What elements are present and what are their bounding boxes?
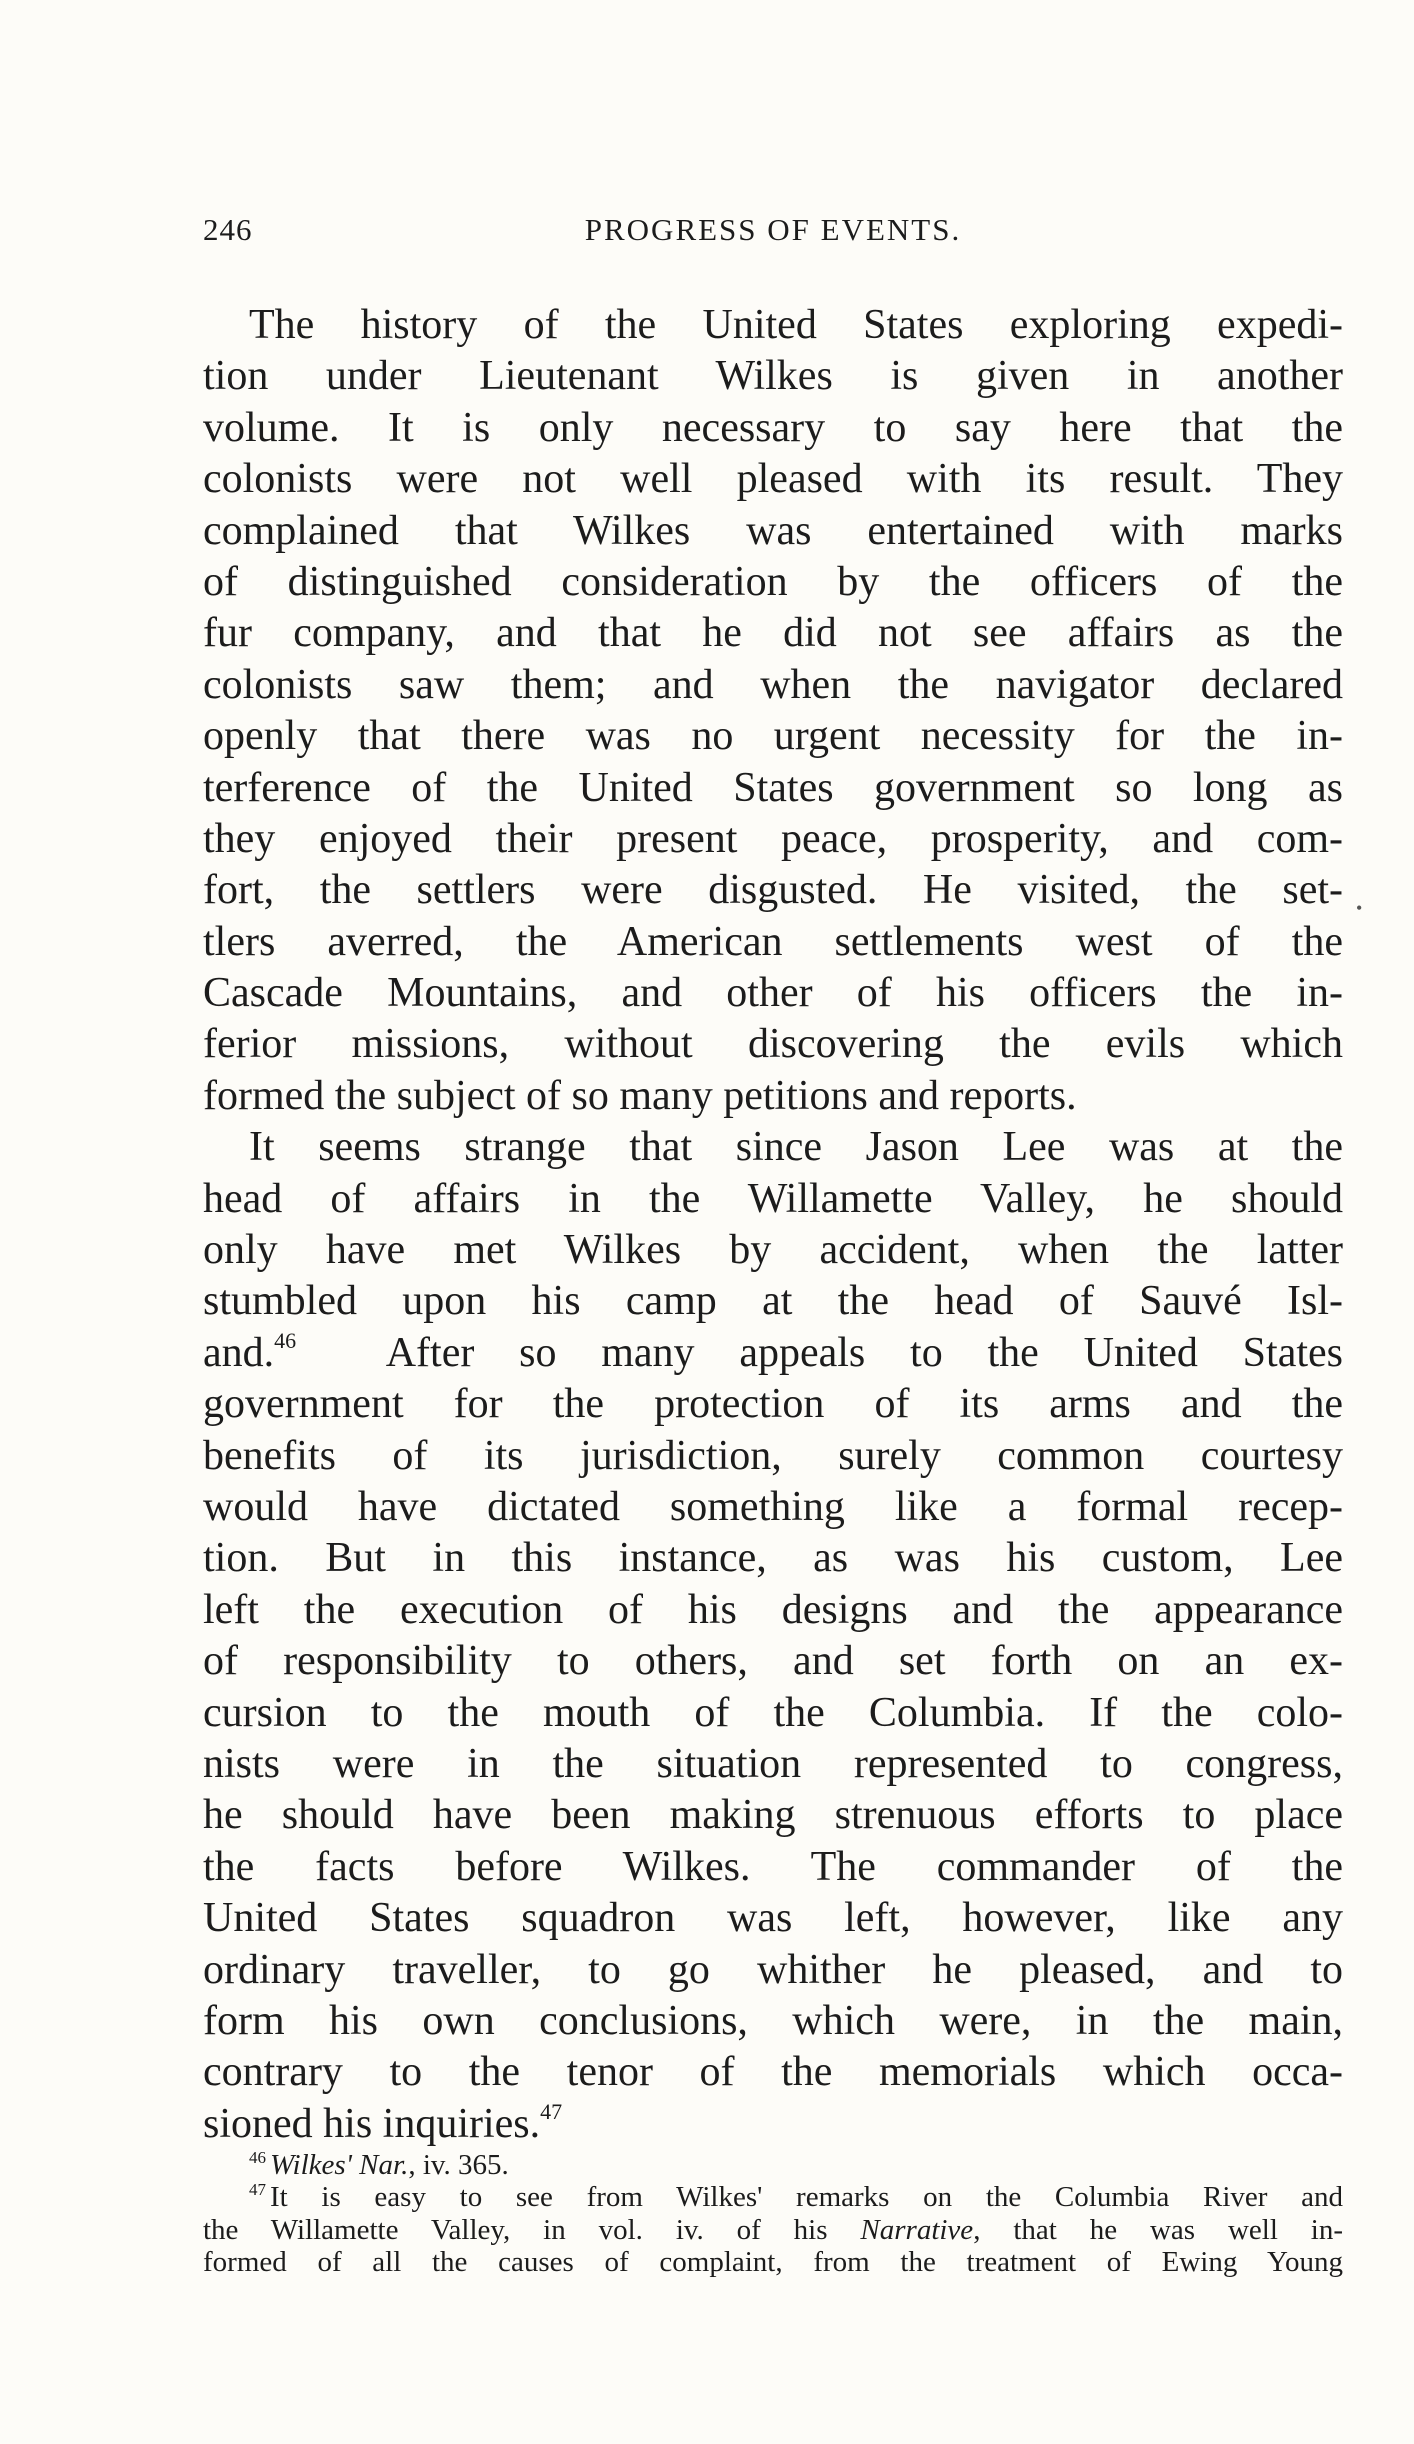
- text-line-with-footnote-ref: [203, 1328, 1343, 1379]
- text-line: complained that Wilkes was entertained with marks: [203, 507, 1343, 554]
- text-line: only have met Wilkes by accident, when the latter: [203, 1227, 1343, 1274]
- text-line: the facts before Wilkes. The commander of the: [203, 1843, 1343, 1890]
- text-line: form his own conclusions, which were, in the main,: [203, 1997, 1343, 2044]
- text-line: terference of the United States government so long as: [203, 764, 1343, 811]
- footnote-ref-46[interactable]: 46: [274, 1327, 297, 1353]
- footnote-text: the Willamette Valley, in vol. iv. of his: [203, 2213, 828, 2246]
- running-head: PROGRESS OF EVENTS.: [584, 212, 962, 247]
- text-line: stumbled upon his camp at the head of Sauvé Isl-: [203, 1278, 1343, 1325]
- footnote-ref-47[interactable]: 47: [540, 2098, 563, 2124]
- text-fragment: After so many appeals to the United States: [385, 1329, 1343, 1376]
- text-line: ferior missions, without discovering the evils which: [203, 1021, 1343, 1068]
- text-line: of responsibility to others, and set forth on an ex-: [203, 1638, 1343, 1685]
- text-line: left the execution of his designs and the appearance: [203, 1586, 1343, 1633]
- text-line-with-footnote-ref: [203, 2099, 1343, 2150]
- page-number: 246: [203, 212, 253, 247]
- text-line: of distinguished consideration by the officers of the: [203, 558, 1343, 605]
- text-line: government for the protection of its arms and the: [203, 1381, 1343, 1428]
- footnote-47-line: [203, 2181, 1343, 2213]
- footnote-mark: 47: [249, 2180, 266, 2200]
- text-line: colonists were not well pleased with its result. They: [203, 456, 1343, 503]
- text-line: tion. But in this instance, as was his custom, Lee: [203, 1535, 1343, 1582]
- text-line: cursion to the mouth of the Columbia. If the colo-: [203, 1689, 1343, 1736]
- footnote-text: It is easy to see from Wilkes' remarks on the Columbia River and: [270, 2181, 1343, 2214]
- text-line: contrary to the tenor of the memorials which occa-: [203, 2049, 1343, 2096]
- footnote-text: , that he was well in-: [973, 2213, 1343, 2246]
- text-line: they enjoyed their present peace, prosperity, and com-: [203, 815, 1343, 862]
- text-line: openly that there was no urgent necessity for the in-: [203, 713, 1343, 760]
- text-line: would have dictated something like a formal recep-: [203, 1483, 1343, 1530]
- footnote-mark: 46: [249, 2148, 266, 2167]
- text-line: he should have been making strenuous efforts to place: [203, 1792, 1343, 1839]
- footnote-47-line: [203, 2214, 1343, 2246]
- ink-smudge-mark: •: [1356, 898, 1363, 918]
- text-line: nists were in the situation represented to congress,: [203, 1740, 1343, 1787]
- text-line: It seems strange that since Jason Lee was at the: [249, 1124, 1343, 1171]
- footnotes: [203, 2149, 1343, 2279]
- text-line: fort, the settlers were disgusted. He visited, the set-: [203, 867, 1343, 914]
- text-line: Cascade Mountains, and other of his officers the in-: [203, 970, 1343, 1017]
- footnote-text: , iv. 365.: [408, 2149, 509, 2181]
- footnote-title: Wilkes' Nar.: [270, 2149, 409, 2181]
- footnote-46: [203, 2149, 1343, 2181]
- text-line: colonists saw them; and when the navigator declared: [203, 661, 1343, 708]
- text-line: fur company, and that he did not see affairs as the: [203, 610, 1343, 657]
- text-fragment: and.: [203, 1329, 275, 1376]
- footnote-47-line: formed of all the causes of complaint, from the treatment of Ewing Young: [203, 2246, 1343, 2279]
- text-line: United States squadron was left, however, like any: [203, 1895, 1343, 1942]
- page-header: [203, 212, 1343, 252]
- text-fragment: sioned his inquiries.: [203, 2100, 541, 2147]
- text-line: tlers averred, the American settlements west of the: [203, 918, 1343, 965]
- text-line: head of affairs in the Willamette Valley, he should: [203, 1175, 1343, 1222]
- text-line: tion under Lieutenant Wilkes is given in another: [203, 353, 1343, 400]
- body-text: [203, 300, 1343, 2150]
- text-line: benefits of its jurisdiction, surely common courtesy: [203, 1432, 1343, 1479]
- text-line: formed the subject of so many petitions and reports.: [203, 1072, 1077, 1119]
- text-line: volume. It is only necessary to say here that the: [203, 404, 1343, 451]
- text-line: ordinary traveller, to go whither he pleased, and to: [203, 1946, 1343, 1993]
- footnote-title: Narrative: [860, 2213, 974, 2246]
- text-line: The history of the United States exploring expedi-: [249, 302, 1343, 348]
